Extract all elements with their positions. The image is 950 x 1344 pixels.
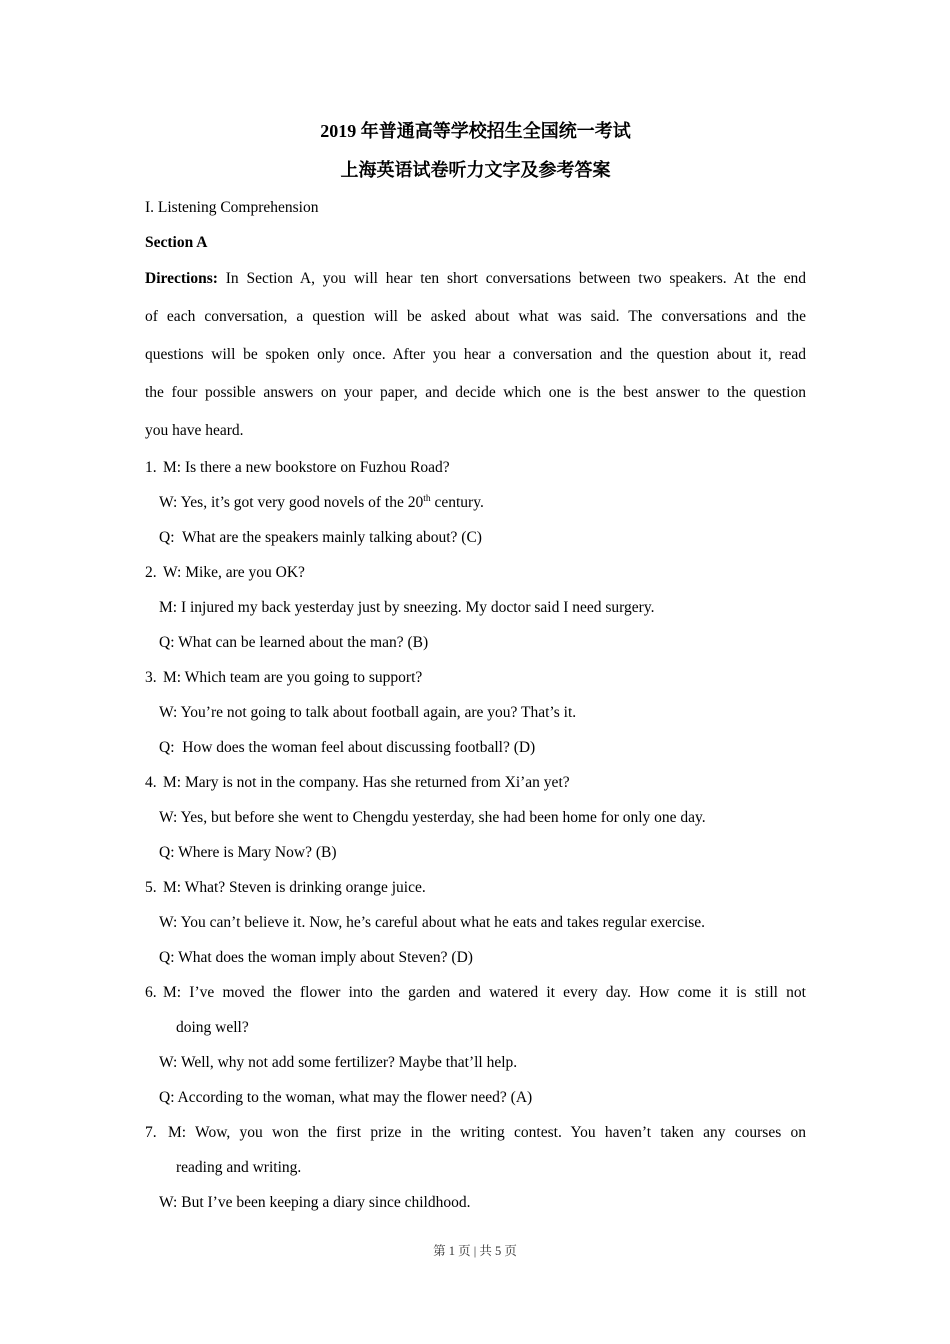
part-heading: I. Listening Comprehension bbox=[145, 199, 319, 216]
transcript-line: W: You’re not going to talk about football again, are you? That’s it. bbox=[159, 704, 577, 721]
qa-transcript bbox=[145, 450, 806, 1220]
page-number: 第 1 页 | 共 5 页 bbox=[433, 1244, 517, 1258]
transcript-line: W: But I’ve been keeping a diary since childhood. bbox=[159, 1194, 471, 1211]
transcript-line: Q: According to the woman, what may the flower need? (A) bbox=[159, 1089, 533, 1106]
line-text: M: Wow, you won the first prize in the writing contest. You haven’t taken any courses on bbox=[168, 1124, 806, 1141]
doc-title-line2: 上海英语试卷听力文字及参考答案 bbox=[340, 160, 611, 180]
line-text: M: I’ve moved the flower into the garden and watered it every day. How come it is still not bbox=[163, 984, 806, 1001]
transcript-line: Q: What does the woman imply about Steven? (D) bbox=[159, 949, 473, 966]
transcript-line: Q: What can be learned about the man? (B) bbox=[159, 634, 429, 651]
transcript-line: M: I injured my back yesterday just by sneezing. My doctor said I need surgery. bbox=[159, 599, 655, 616]
ordinal-superscript: th bbox=[423, 493, 431, 504]
line-text: M: What? Steven is drinking orange juice. bbox=[163, 879, 426, 896]
directions-line: of each conversation, a question will be asked about what was said. The conversations and the bbox=[145, 308, 806, 325]
transcript-line: Q: Where is Mary Now? (B) bbox=[159, 844, 337, 861]
item-number: 7. bbox=[145, 1124, 157, 1141]
transcript-line: doing well? bbox=[176, 1019, 249, 1036]
item-number: 5. bbox=[145, 879, 157, 896]
transcript-line: Q: What are the speakers mainly talking about? (C) bbox=[159, 529, 482, 546]
line-text: M: Is there a new bookstore on Fuzhou Road? bbox=[163, 459, 450, 476]
directions-text: In Section A, you will hear ten short conversations between two speakers. At the end bbox=[217, 270, 806, 287]
line-text: W: Yes, it’s got very good novels of the 20 bbox=[159, 494, 424, 511]
section-a-heading: Section A bbox=[145, 234, 208, 251]
directions-label: Directions: bbox=[145, 270, 218, 287]
line-text: century. bbox=[430, 494, 484, 511]
directions-line: questions will be spoken only once. After you hear a conversation and the question about it, read bbox=[145, 346, 806, 363]
transcript-line bbox=[145, 1115, 806, 1150]
transcript-line bbox=[145, 975, 806, 1010]
transcript-line bbox=[145, 555, 806, 590]
page-footer bbox=[0, 1241, 950, 1261]
transcript-line: W: Well, why not add some fertilizer? Maybe that’ll help. bbox=[159, 1054, 518, 1071]
item-number: 3. bbox=[145, 669, 157, 686]
transcript-line: W: Yes, but before she went to Chengdu yesterday, she had been home for only one day. bbox=[159, 809, 706, 826]
transcript-line: W: You can’t believe it. Now, he’s careful about what he eats and takes regular exercise. bbox=[159, 914, 706, 931]
item-number: 2. bbox=[145, 564, 157, 581]
transcript-line bbox=[145, 485, 806, 520]
doc-title-line1: 2019 年普通高等学校招生全国统一考试 bbox=[320, 121, 631, 141]
line-text: M: Mary is not in the company. Has she returned from Xi’an yet? bbox=[163, 774, 570, 791]
item-number: 1. bbox=[145, 459, 157, 476]
transcript-line: reading and writing. bbox=[176, 1159, 302, 1176]
transcript-line bbox=[145, 450, 806, 485]
directions-paragraph bbox=[145, 260, 806, 450]
transcript-line bbox=[145, 660, 806, 695]
transcript-line bbox=[145, 870, 806, 905]
directions-line bbox=[145, 260, 806, 298]
transcript-line bbox=[145, 765, 806, 800]
transcript-line: Q: How does the woman feel about discussing football? (D) bbox=[159, 739, 536, 756]
directions-line: the four possible answers on your paper, and decide which one is the best answer to the question bbox=[145, 384, 806, 401]
line-text: M: Which team are you going to support? bbox=[163, 669, 423, 686]
line-text: W: Mike, are you OK? bbox=[163, 564, 305, 581]
item-number: 6. bbox=[145, 984, 157, 1001]
directions-line: you have heard. bbox=[145, 422, 244, 439]
item-number: 4. bbox=[145, 774, 157, 791]
